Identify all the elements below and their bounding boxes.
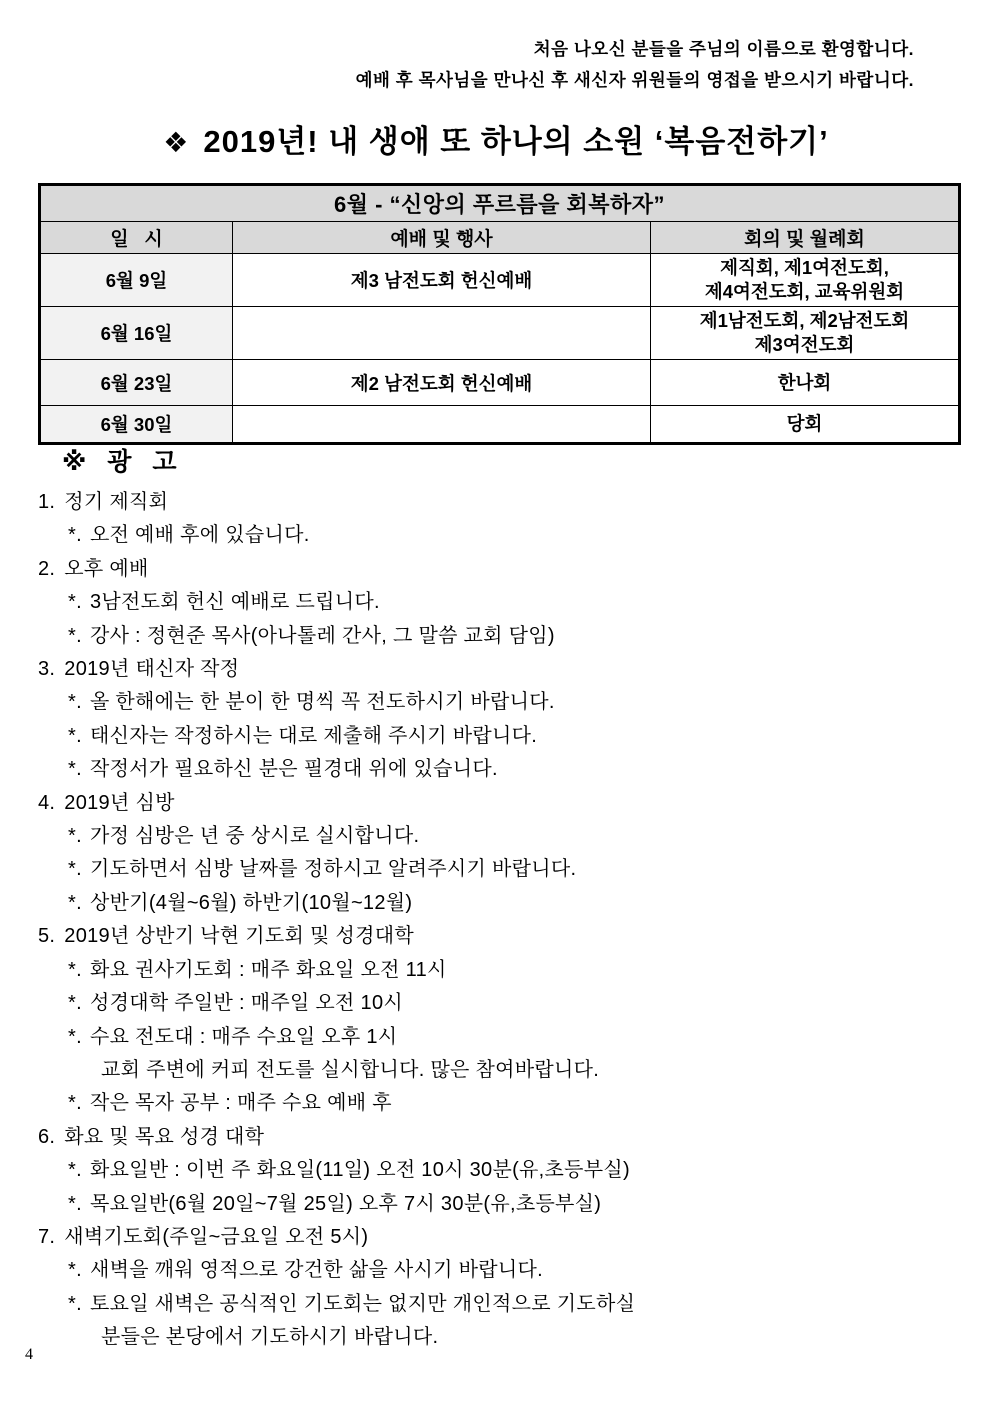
subitem-text: 토요일 새벽은 공식적인 기도회는 없지만 개인적으로 기도하실: [89, 1292, 636, 1315]
list-item: [38, 553, 968, 586]
cell-meeting: [651, 406, 960, 444]
list-subitem: [38, 620, 968, 653]
subitem-text: 강사 : 정현준 목사(아나톨레 간사, 그 말씀 교회 담임): [89, 624, 555, 647]
table-row: [40, 307, 960, 360]
greeting-line-1: 처음 나오신 분들을 주님의 이름으로 환영합니다.: [533, 39, 914, 59]
cell-meeting: [651, 307, 960, 360]
subitem-marker: *.: [68, 891, 82, 914]
subitem-marker: *.: [68, 992, 82, 1015]
item-title: 정기 제직회: [64, 491, 169, 513]
subitem-text: 화요일반 : 이번 주 화요일(11일) 오전 10시 30분(유,초등부실): [89, 1159, 630, 1182]
subitem-marker: *.: [68, 691, 82, 714]
cell-date: 6월 16일: [40, 307, 233, 360]
subitem-text: 오전 예배 후에 있습니다.: [89, 524, 310, 547]
item-title: 2019년 심방: [64, 791, 175, 814]
notice-heading: ※ 광 고: [62, 448, 184, 476]
table-title-row: [40, 185, 960, 222]
subitem-text: 수요 전도대 : 매주 수요일 오후 1시: [89, 1025, 398, 1048]
schedule-table: [38, 183, 961, 445]
subitem-text: 작정서가 필요하신 분은 필경대 위에 있습니다.: [89, 758, 498, 781]
list-subitem: [38, 1021, 968, 1054]
item-title: 화요 및 목요 성경 대학: [64, 1125, 265, 1148]
item-number: 7.: [38, 1225, 56, 1248]
list-subitem: [38, 720, 968, 753]
subitem-marker: *.: [68, 958, 82, 981]
subitem-text: 작은 목자 공부 : 매주 수요 예배 후: [89, 1092, 392, 1115]
subitem-text: 가정 심방은 년 중 상시로 실시합니다.: [89, 825, 420, 848]
subitem-marker: *.: [68, 758, 82, 781]
list-subitem: [38, 887, 968, 920]
meeting-line: 제3여전도회: [754, 334, 855, 355]
list-subitem: [38, 586, 968, 619]
meeting-line: 제4여전도회, 교육위원회: [704, 281, 905, 302]
greeting-block: [356, 34, 914, 96]
subitem-marker: *.: [68, 1292, 82, 1315]
cell-date: 6월 23일: [40, 360, 233, 406]
cell-worship: [233, 307, 651, 360]
list-item: [38, 1121, 968, 1154]
item-title: 새벽기도회(주일~금요일 오전 5시): [64, 1225, 369, 1248]
meeting-line: 제직회, 제1여전도회,: [720, 257, 889, 278]
item-number: 3.: [38, 658, 56, 681]
subitem-marker: *.: [68, 1159, 82, 1182]
subitem-text: 목요일반(6월 20일~7월 25일) 오후 7시 30분(유,초등부실): [89, 1192, 602, 1215]
list-subitem: [38, 1254, 968, 1287]
meeting-line: 한나회: [777, 371, 832, 393]
list-subitem-continuation: 교회 주변에 커피 전도를 실시합니다. 많은 참여바랍니다.: [101, 1058, 600, 1081]
subitem-marker: *.: [68, 724, 82, 747]
subitem-text: 태신자는 작정하시는 대로 제출해 주시기 바랍니다.: [89, 724, 538, 747]
diamond-icon: ❖: [163, 127, 190, 158]
list-subitem: [38, 1188, 968, 1221]
col-header-worship: 예배 및 행사: [233, 222, 651, 254]
table-row: [40, 254, 960, 307]
cell-worship: 제2 남전도회 헌신예배: [233, 360, 651, 406]
item-number: 5.: [38, 925, 56, 948]
list-item: [38, 486, 968, 519]
subitem-marker: *.: [68, 1259, 82, 1282]
col-header-meeting: 회의 및 월례회: [651, 222, 960, 254]
table-title: 6월 - “신앙의 푸르름을 회복하자”: [40, 185, 960, 222]
list-item: [38, 653, 968, 686]
list-item: [38, 787, 968, 820]
subitem-marker: *.: [68, 591, 82, 614]
subitem-text: 새벽을 깨워 영적으로 강건한 삶을 사시기 바랍니다.: [89, 1259, 543, 1282]
list-subitem: [38, 853, 968, 886]
notice-list: [38, 486, 968, 1355]
list-item: [38, 1221, 968, 1254]
list-subitem: [38, 820, 968, 853]
subitem-text: 기도하면서 심방 날짜를 정하시고 알려주시기 바랍니다.: [89, 858, 577, 881]
cell-worship: 제3 남전도회 헌신예배: [233, 254, 651, 307]
subitem-text: 성경대학 주일반 : 매주일 오전 10시: [89, 992, 403, 1015]
list-subitem-continuation: 분들은 본당에서 기도하시기 바랍니다.: [101, 1326, 439, 1349]
subitem-text: 상반기(4월~6월) 하반기(10월~12월): [89, 891, 413, 914]
meeting-line: 제1남전도회, 제2남전도회: [699, 310, 910, 331]
subitem-marker: *.: [68, 1192, 82, 1215]
list-subitem: [38, 954, 968, 987]
list-item: [38, 920, 968, 953]
subitem-text: 3남전도회 헌신 예배로 드립니다.: [89, 591, 380, 614]
list-subitem: [38, 753, 968, 786]
cell-date: 6월 9일: [40, 254, 233, 307]
subitem-marker: *.: [68, 858, 82, 881]
item-title: 2019년 상반기 낙현 기도회 및 성경대학: [64, 925, 414, 948]
item-number: 2.: [38, 557, 56, 580]
col-header-date: 일 시: [40, 222, 233, 254]
table-row: [40, 360, 960, 406]
subitem-text: 화요 권사기도회 : 매주 화요일 오전 11시: [89, 958, 447, 981]
cell-worship: [233, 406, 651, 444]
table-header-row: [40, 222, 960, 254]
meeting-line: 당회: [786, 413, 823, 434]
list-subitem: [38, 519, 968, 552]
item-number: 6.: [38, 1125, 56, 1148]
page-title: [0, 116, 992, 161]
item-title: 오후 예배: [64, 557, 149, 580]
list-subitem: [38, 686, 968, 719]
cell-meeting: [651, 360, 960, 406]
subitem-marker: *.: [68, 524, 82, 547]
item-title: 2019년 태신자 작정: [64, 658, 240, 681]
page-number: 4: [25, 1346, 33, 1363]
list-subitem: [38, 987, 968, 1020]
list-subitem: [38, 1154, 968, 1187]
page-title-text: 2019년! 내 생애 또 하나의 소원 ‘복음전하기’: [203, 124, 829, 159]
subitem-marker: *.: [68, 1092, 82, 1115]
subitem-marker: *.: [68, 825, 82, 848]
table-row: [40, 406, 960, 444]
item-number: 4.: [38, 791, 56, 814]
subitem-marker: *.: [68, 1025, 82, 1048]
cell-meeting: [651, 254, 960, 307]
subitem-marker: *.: [68, 624, 82, 647]
greeting-line-2: 예배 후 목사님을 만나신 후 새신자 위원들의 영접을 받으시기 바랍니다.: [355, 70, 914, 90]
list-subitem: [38, 1087, 968, 1120]
subitem-text: 올 한해에는 한 분이 한 명씩 꼭 전도하시기 바랍니다.: [89, 691, 555, 714]
item-number: 1.: [38, 491, 56, 513]
cell-date: 6월 30일: [40, 406, 233, 444]
list-subitem: [38, 1288, 968, 1321]
